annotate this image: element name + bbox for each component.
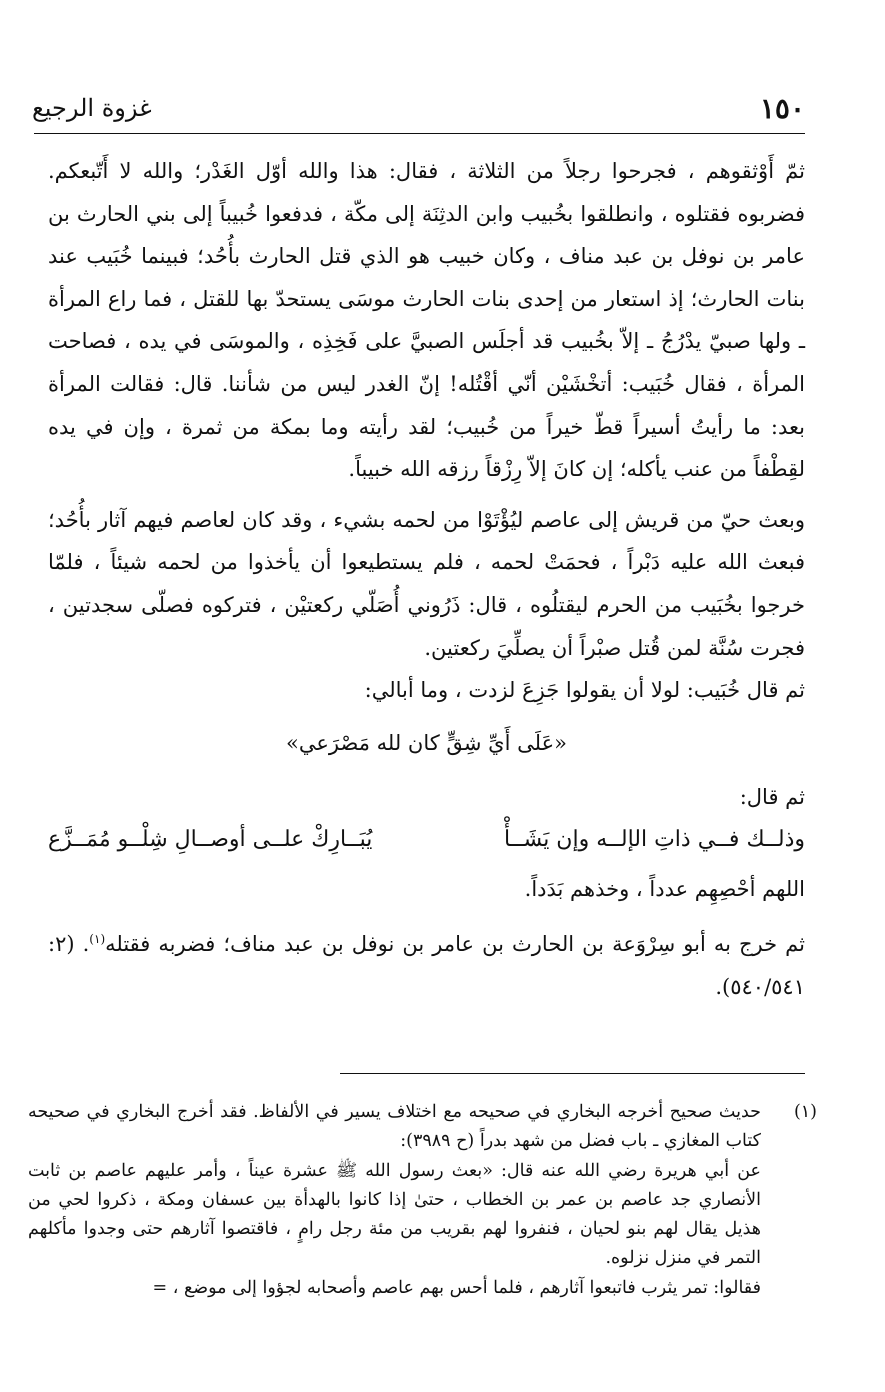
- footnote-line-2: عن أبي هريرة رضي الله عنه قال: «بعث رسول الله ﷺ عشرة عيناً ، وأمر عليهم عاصم بن ثابت الأنصاري جد عاصم بن عمر بن الخطاب ، حتىٰ إذا كانوا بالهدأة بين عسفان ومكة ، ذكروا لحي من هذيل يقال لهم بنو لحيان ، فنفروا لهم بقريب من مئة رجل رامٍ ، فاقتصوا آثارهم حتى وجدوا مأكلهم التمر في منزل نزلوه.: [28, 1160, 761, 1269]
- verse-first-hemistich: وذلــك فــي ذاتِ الإلــه وإن يَشَــأْ: [503, 826, 805, 852]
- source-reference: . (٢: ٥٤٠/٥٤١).: [48, 932, 805, 999]
- footnote-line-3: فقالوا: تمر يثرب فاتبعوا آثارهم ، فلما أحس بهم عاصم وأصحابه لجؤوا إلى موضع ، =: [152, 1277, 761, 1298]
- footnote-rule: [340, 1073, 805, 1074]
- verse-second-hemistich: يُبَــارِكْ علــى أوصــالِ شِلْــو مُمَــزَّع: [48, 826, 373, 852]
- poetry-line: [48, 819, 805, 862]
- paragraph-5: اللهم أحْصِهِم عدداً ، وخذهم بَدَداً.: [524, 876, 805, 901]
- footnote-marker: (١): [793, 1102, 817, 1122]
- running-title: غزوة الرجيع: [32, 94, 152, 122]
- footnote-reference: (١): [89, 932, 106, 947]
- paragraph-6: [48, 918, 805, 1008]
- page-header: [32, 90, 805, 130]
- quoted-verse: «عَلَى أَيِّ شِقٍّ كان لله مَصْرَعي»: [286, 730, 567, 755]
- paragraph-1: ثمّ أَوْثقوهم ، فجرحوا رجلاً من الثلاثة ، فقال: هذا والله أوّل الغَدْر؛ والله لا أَتّبعكم. فضربوه فقتلوه ، وانطلقوا بخُبيب وابن الدثِنَة إلى مكّة ، فدفعوا خُبيباً إلى بني الحارث بن عامر بن نوفل بن عبد مناف ، وكان خبيب هو الذي قتل الحارث بأُحُد؛ فبينما خُبَيب عند بنات الحارث؛ إذ استعار من إحدى بنات الحارث موسَى يستحدّ بها للقتل ، فما راع المرأة ـ ولها صبيّ يدْرُجُ ـ إلاّ بخُبيب قد أجلَس الصبيَّ على فَخِذِه ، والموسَى في يده ، فصاحت المرأة ، فقال خُبَيب: أتخْشَيْن أنّي أقْتُله! إنّ الغدر ليس من شأننا. قال: فقالت المرأة بعد: ما رأيتُ أسيراً قطّ خيراً من خُبيب؛ لقد رأيته وما بمكة من ثمرة ، وإن في يده لقِطْفاً من عنب يأكله؛ إن كانَ إلاّ رِزْقاً رزقه الله خبيباً.: [48, 159, 805, 482]
- header-rule: [34, 133, 805, 134]
- paragraph-6-text: ثم خرج به أبو سِرْوَعة بن الحارث بن عامر بن نوفل بن عبد مناف؛ فضربه فقتله: [105, 932, 806, 957]
- main-text: [48, 150, 805, 1008]
- paragraph-2: وبعث حيّ من قريش إلى عاصم ليُؤْتَوْا من لحمه بشيء ، وقد كان لعاصم فيهم آثار بأُحُد؛ فبعث الله عليه دَبْراً ، فحمَتْ لحمه ، فلم يستطيعوا أن يأخذوا من لحمه شيئاً ، فلمّا خرجوا بخُبَيب من الحرم ليقتلُوه ، قال: ذَرُوني أُصَلّي ركعتيْن ، فتركوه فصلّى سجدتين ، فجرت سُنَّة لمن قُتل صبْراً أن يصلِّيَ ركعتين.: [48, 507, 805, 660]
- paragraph-4: ثم قال:: [739, 785, 805, 810]
- footnote-line-1: حديث صحيح أخرجه البخاري في صحيحه مع اختلاف يسير في الألفاظ. فقد أخرج البخاري في صحيحه كتاب المغازي ـ باب فضل من شهد بدراً (ح ٣٩٨٩):: [28, 1102, 761, 1152]
- footnote-body: [28, 1098, 761, 1303]
- paragraph-3: ثم قال خُبَيب: لولا أن يقولوا جَزِعَ لزدت ، وما أبالي:: [364, 678, 805, 703]
- page-number: ١٥٠: [759, 92, 805, 125]
- footnotes: [28, 1098, 817, 1303]
